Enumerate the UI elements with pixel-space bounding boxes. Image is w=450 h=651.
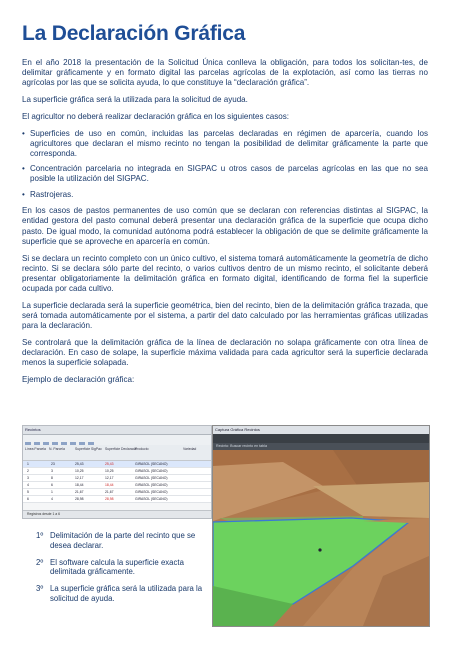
- step-item: [36, 584, 206, 604]
- map-toolbar: [213, 434, 429, 443]
- overlap-paragraph: Se controlará que la delimitación gráfica de la línea de declaración no solapa gráficamente con otra línea de declaración. En caso de solape, la superficie máxima validada para cada agricultor será la superficie declarada menos la superficie solapada.: [22, 337, 428, 368]
- graphic-surface-paragraph: La superficie gráfica será la utilizada para la solicitud de ayuda.: [22, 95, 248, 105]
- table-cell: 10,25: [105, 468, 114, 473]
- software-screenshot: [22, 425, 212, 519]
- table-cell: GIRASOL (SECANO): [135, 468, 168, 473]
- step-number: 2º: [36, 557, 44, 567]
- exceptions-intro-paragraph: El agricultor no deberá realizar declaración gráfica en los siguientes casos:: [22, 111, 290, 121]
- table-row[interactable]: [23, 482, 211, 489]
- table-cell: 6: [27, 496, 29, 501]
- step-text: La superficie gráfica será la utilizada para la solicitud de ayuda.: [50, 584, 203, 603]
- table-cell: GIRASOL (SECANO): [135, 489, 168, 494]
- map-panel[interactable]: [212, 425, 430, 627]
- map-window-title: Captura Gráfica Recintos: [213, 426, 429, 434]
- column-header: Producto: [135, 447, 149, 451]
- column-header: Línea Parcela: [25, 447, 46, 451]
- exceptions-list: [22, 129, 428, 200]
- table-row[interactable]: [23, 475, 211, 482]
- table-footer: Registros desde 1 a 6: [23, 510, 211, 518]
- step-number: 3º: [36, 584, 44, 594]
- step-text: El software calcula la superficie exacta delimitada gráficamente.: [50, 557, 184, 577]
- list-item: • Rastrojeras.: [22, 190, 428, 200]
- table-cell: 21,67: [105, 489, 114, 494]
- document-page: [22, 22, 428, 390]
- full-enclosure-paragraph: Si se declara un recinto completo con un único cultivo, el sistema tomará automáticamente la geometría de dicho recinto. Si se declara sólo parte del recinto, o varios cultivos dentro de un mismo recinto, el solicitante deberá presentar obligatoriamente la delimitación gráfica en formato digital, identificando de forma fiel la superficie ocupada por cada cultivo.: [22, 253, 428, 294]
- table-cell: 18,44: [75, 482, 84, 487]
- table-cell: 25,43: [105, 461, 114, 466]
- software-window-title: Recintos: [23, 426, 211, 435]
- table-cell: 2: [27, 468, 29, 473]
- table-header: [23, 445, 211, 461]
- table-row[interactable]: [23, 461, 211, 468]
- map-search-bar[interactable]: Recinto: Buscar recinto en tabla: [213, 443, 429, 450]
- table-cell: GIRASOL (SECANO): [135, 475, 168, 480]
- table-cell: 12,17: [105, 475, 114, 480]
- step-item: [36, 558, 206, 578]
- aerial-map-image: [213, 426, 429, 626]
- table-cell: 21,67: [75, 489, 84, 494]
- table-cell: 1: [27, 461, 29, 466]
- example-label: Ejemplo de declaración gráfica:: [22, 375, 135, 385]
- table-cell: 5: [27, 489, 29, 494]
- pastures-paragraph: En los casos de pastos permanentes de uso común que se declaran con referencias distintas al SIGPAC, la entidad gestora del pasto comunal deberá presentar una declaración gráfica de la superficie que ocupa dicho pasto. De igual modo, la comunidad autónoma podrá establecer la obligación de que se delimite gráficamente la superficie que se aproveche en aparcería en común.: [22, 206, 428, 246]
- table-cell: 23: [51, 461, 55, 466]
- list-item: • Superficies de uso en común, incluidas las parcelas declaradas en régimen de aparcería, cuando los agricultores que declaran el mismo recinto no tengan la posibilidad de delimitar gráficamente la parte que corresponda.: [22, 129, 428, 160]
- steps-list: [36, 531, 206, 611]
- step-item: [36, 531, 206, 551]
- table-cell: 12,17: [75, 475, 84, 480]
- table-cell: 1: [51, 489, 53, 494]
- table-row[interactable]: [23, 496, 211, 503]
- column-header: N. Parcela: [49, 447, 65, 451]
- table-cell: 28,98: [75, 496, 84, 501]
- page-title: La Declaración Gráfica: [22, 22, 246, 45]
- table-cell: 4: [27, 482, 29, 487]
- table-cell: 3: [27, 475, 29, 480]
- column-header: Variedad: [183, 447, 197, 451]
- column-header: Superficie Declarada: [105, 447, 137, 451]
- table-cell: GIRASOL (SECANO): [135, 461, 168, 466]
- step-number: 1º: [36, 531, 44, 540]
- declared-surface-paragraph: La superficie declarada será la superficie geométrica, bien del recinto, bien de la delimitación gráfica trazada, que será tomada automáticamente por el sistema, a partir del dato calculado por las herramientas gráficas utilizadas para la declaración.: [22, 300, 428, 331]
- step-text: Delimitación de la parte del recinto que se desea declarar.: [50, 531, 196, 550]
- table-body: [23, 461, 211, 503]
- table-cell: GIRASOL (SECANO): [135, 482, 168, 487]
- table-row[interactable]: [23, 489, 211, 496]
- column-header: Superficie SigPac: [75, 447, 102, 451]
- intro-paragraph: En el año 2018 la presentación de la Solicitud Única conlleva la obligación, para todos los solicitan-tes, de delimitar gráficamente y en formato digital las parcelas agrícolas de la explotación, así como las tierras no agrícolas por las que se solicita ayuda, lo que constituye la “declaración gráfica”.: [22, 58, 428, 88]
- table-cell: 6: [51, 482, 53, 487]
- table-cell: 18,44: [105, 482, 114, 487]
- list-item: • Concentración parcelaria no integrada en SIGPAC u otros casos de parcelas agrícolas en las que no sea posible la utilización del SIGPAC.: [22, 164, 428, 184]
- table-row[interactable]: [23, 468, 211, 475]
- table-cell: 4: [51, 496, 53, 501]
- table-cell: GIRASOL (SECANO): [135, 496, 168, 501]
- example-figure: [22, 425, 428, 625]
- table-cell: 28,98: [105, 496, 114, 501]
- table-cell: 3: [51, 468, 53, 473]
- table-cell: 8: [51, 475, 53, 480]
- table-cell: 10,25: [75, 468, 84, 473]
- table-cell: 25,43: [75, 461, 84, 466]
